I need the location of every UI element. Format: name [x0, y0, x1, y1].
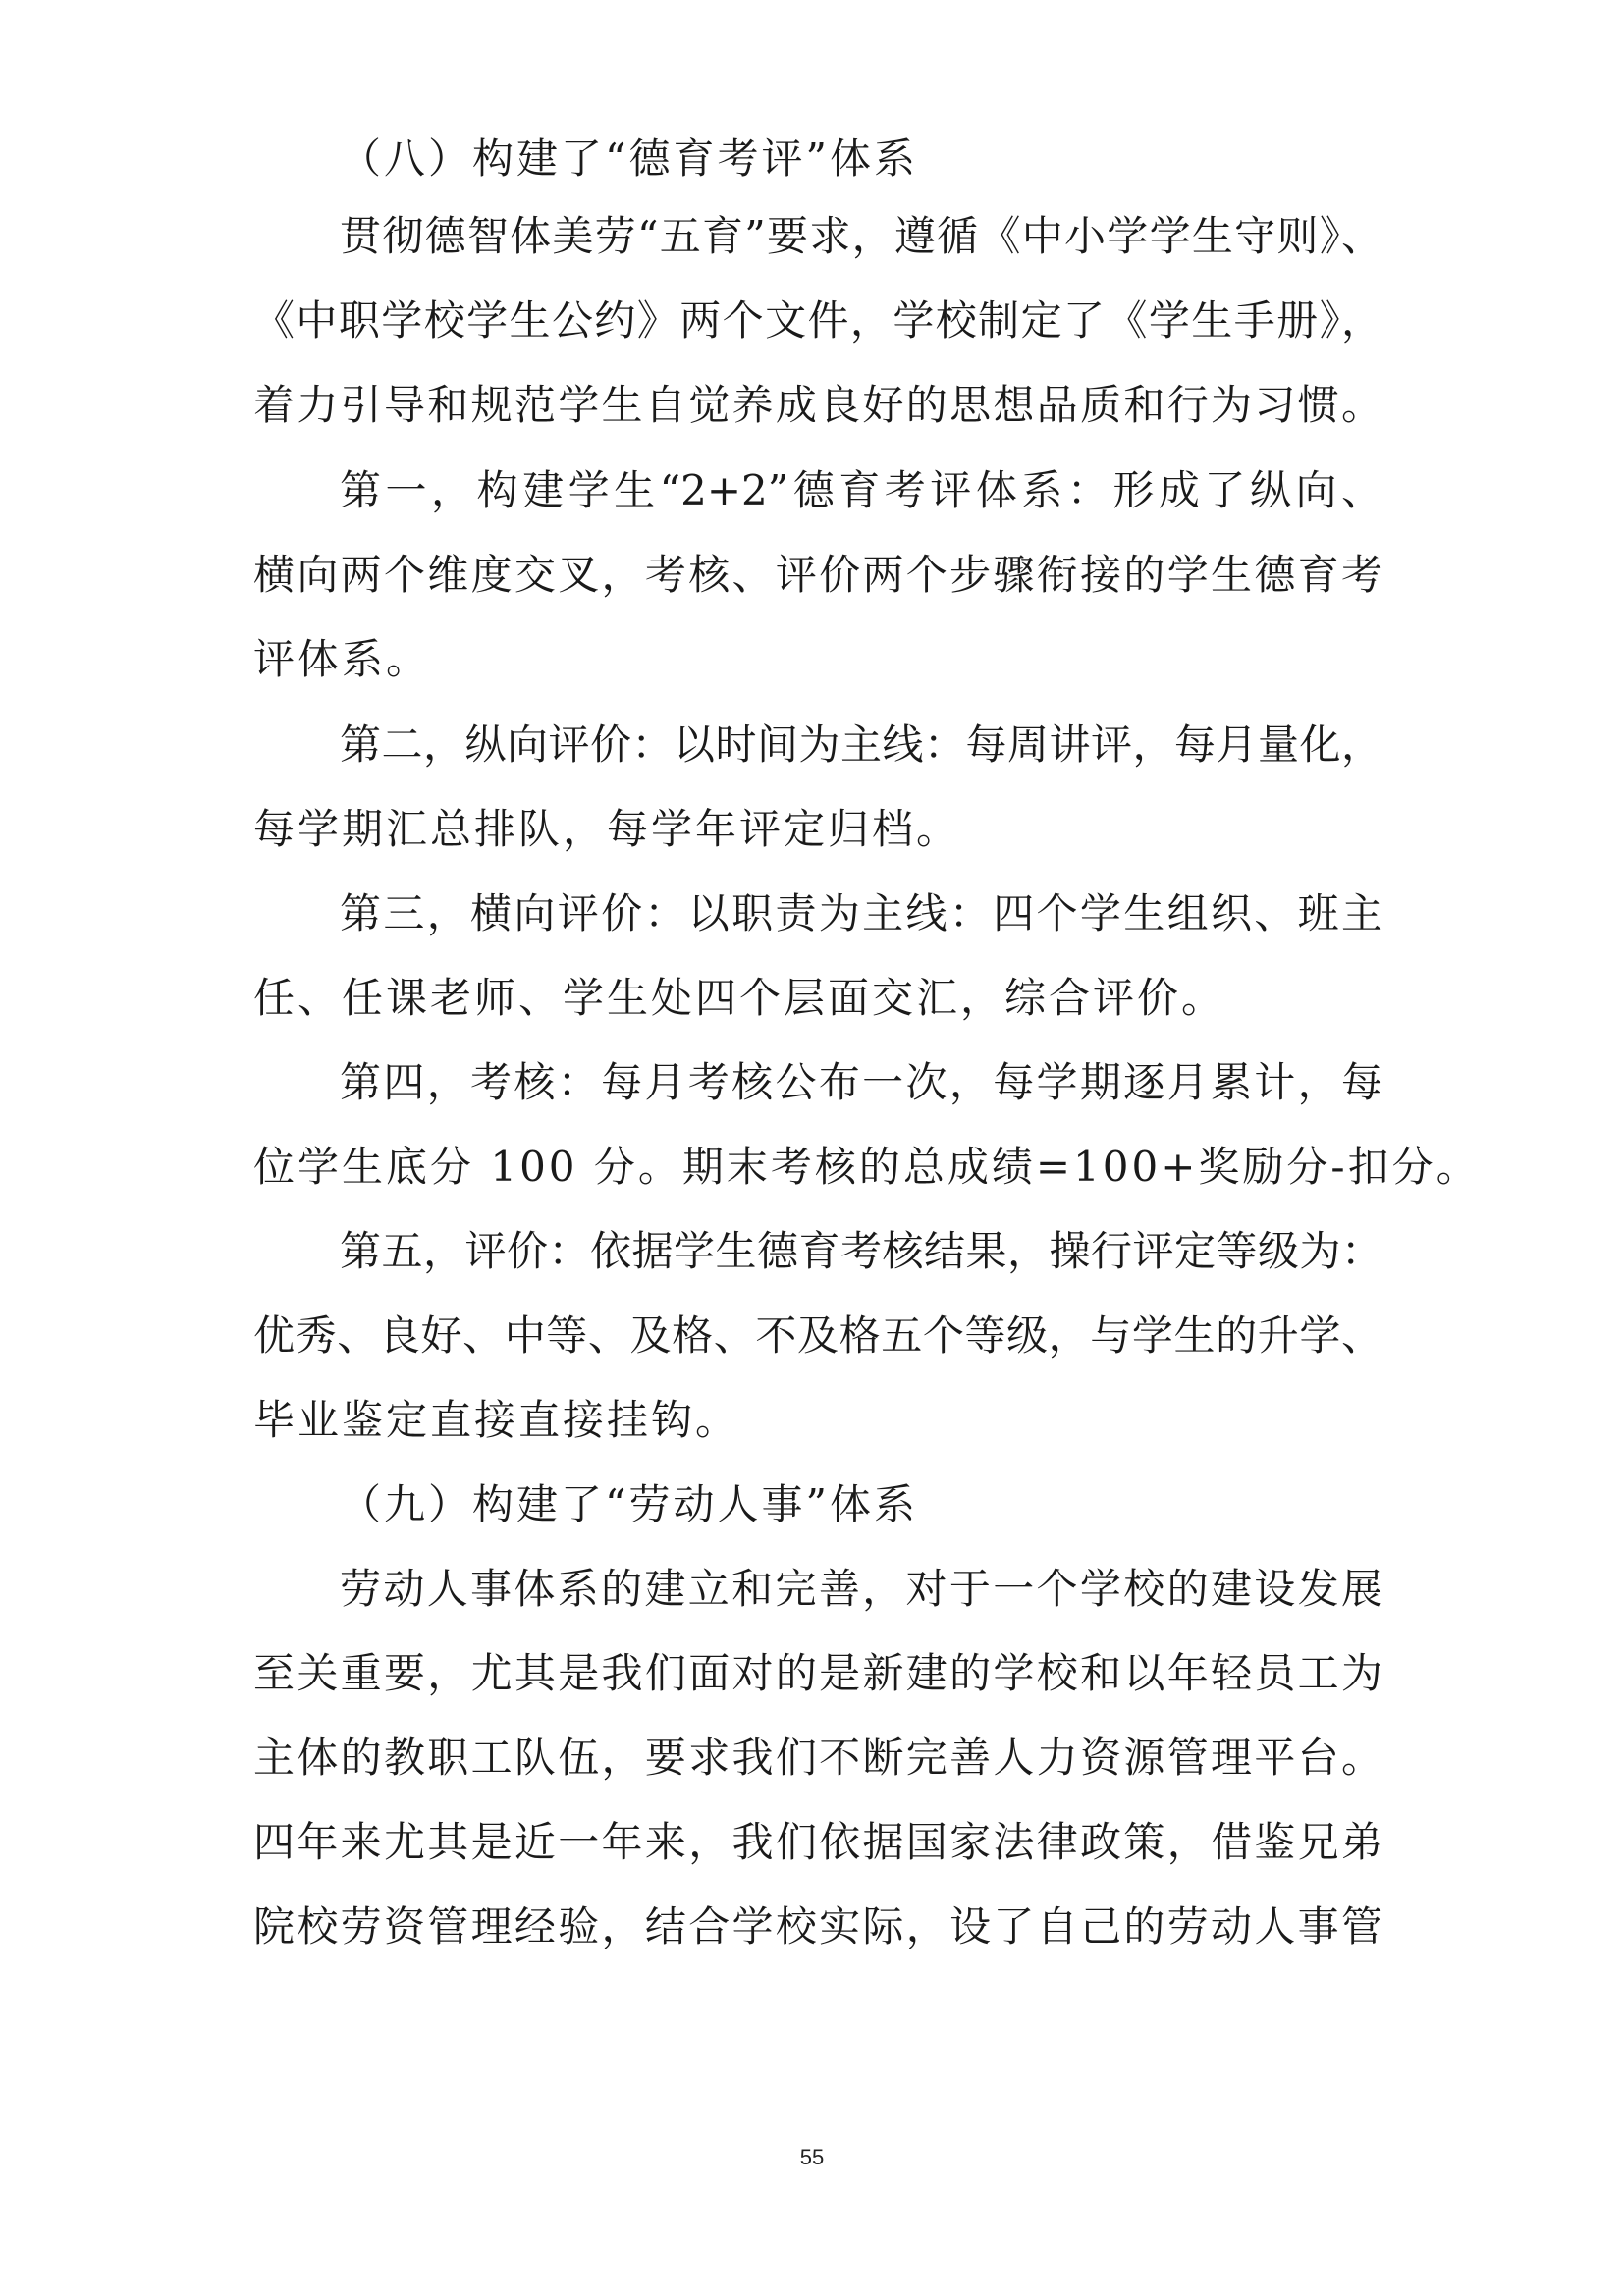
section-heading-8: （八）构建了“德育考评”体系 — [340, 134, 918, 183]
page-number: 55 — [799, 2145, 825, 2169]
paragraph-line: 院校劳资管理经验，结合学校实际，设了自己的劳动人事管 — [253, 1902, 1382, 1950]
paragraph-line: 评体系。 — [253, 635, 431, 683]
paragraph-line: 优秀、良好、中等、及格、不及格五个等级，与学生的升学、 — [253, 1311, 1382, 1360]
paragraph-line: 任、任课老师、学生处四个层面交汇，综合评价。 — [253, 974, 1226, 1022]
paragraph-line: 毕业鉴定直接直接挂钩。 — [253, 1396, 740, 1444]
paragraph-line: 第二，纵向评价：以时间为主线：每周讲评，每月量化， — [340, 721, 1382, 769]
paragraph-line: 每学期汇总排队，每学年评定归档。 — [253, 805, 961, 853]
paragraph-line: 贯彻德智体美劳“五育”要求，遵循《中小学学生守则》、 — [340, 212, 1382, 260]
paragraph-line: 第四，考核：每月考核公布一次，每学期逐月累计，每 — [340, 1058, 1382, 1106]
paragraph-line: 第三，横向评价：以职责为主线：四个学生组织、班主 — [340, 889, 1382, 937]
section-heading-9: （九）构建了“劳动人事”体系 — [340, 1480, 918, 1528]
paragraph-line: 横向两个维度交叉，考核、评价两个步骤衔接的学生德育考 — [253, 551, 1382, 599]
paragraph-line: 第五，评价：依据学生德育考核结果，操行评定等级为： — [340, 1227, 1382, 1275]
paragraph-line: 主体的教职工队伍，要求我们不断完善人力资源管理平台。 — [253, 1734, 1382, 1782]
paragraph-line: 位学生底分 100 分。期末考核的总成绩=100+奖励分-扣分。 — [253, 1143, 1481, 1191]
paragraph-line: 《中职学校学生公约》两个文件，学校制定了《学生手册》， — [253, 296, 1382, 345]
paragraph-line: 至关重要，尤其是我们面对的是新建的学校和以年轻员工为 — [253, 1649, 1382, 1697]
paragraph-line: 第一，构建学生“2+2”德育考评体系：形成了纵向、 — [340, 466, 1382, 514]
paragraph-line: 着力引导和规范学生自觉养成良好的思想品质和行为习惯。 — [253, 381, 1382, 429]
paragraph-line: 四年来尤其是近一年来，我们依据国家法律政策，借鉴兄弟 — [253, 1818, 1382, 1866]
paragraph-line: 劳动人事体系的建立和完善，对于一个学校的建设发展 — [340, 1565, 1382, 1613]
